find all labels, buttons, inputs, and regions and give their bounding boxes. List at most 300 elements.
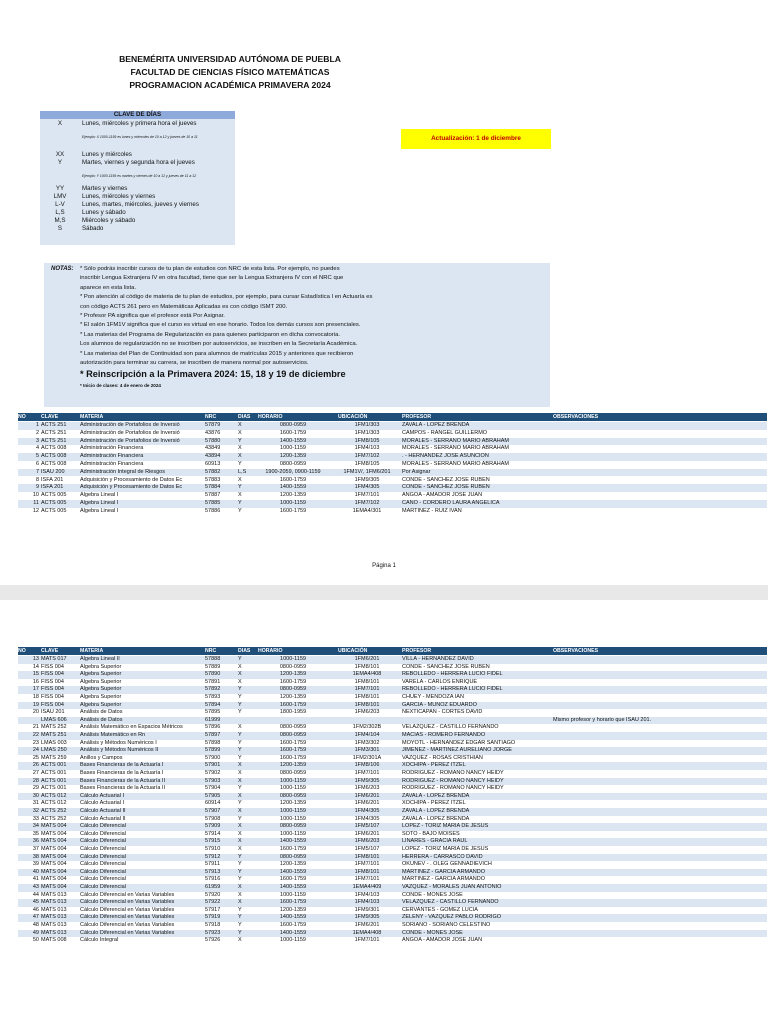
table-row <box>18 907 767 915</box>
col-observaciones: OBSERVACIONES <box>553 414 599 420</box>
row-nrc: 57892 <box>205 686 221 693</box>
note-line: * Las materias del Plan de Continuidad son para alumnos de matrículas 2015 y anteriores que recibieron <box>80 350 354 357</box>
row-ubicacion: 1FM2/302B <box>352 724 382 731</box>
row-nrc: 57915 <box>205 838 221 845</box>
row-horario: 0800-0959 <box>279 686 307 693</box>
table-row <box>18 469 767 477</box>
col-profesor: PROFESOR <box>402 414 432 420</box>
row-materia: Cálculo Diferencial en Varias Variables <box>80 906 175 913</box>
row-no: 32 <box>32 808 39 814</box>
row-profesor: ANGOA - AMADOR JOSE JUAN <box>402 492 483 499</box>
row-clave: ISAU 201 <box>41 709 65 716</box>
row-clave: ISFA 201 <box>41 484 64 491</box>
row-materia: Cálculo Actuarial I <box>80 792 125 799</box>
row-dias: Y <box>238 500 242 506</box>
table-row <box>18 816 767 824</box>
row-ubicacion: 1FM5/107 <box>354 846 380 852</box>
day-code: LMV <box>53 193 67 200</box>
row-dias: Y <box>238 507 242 514</box>
row-ubicacion: 1FM9/305 <box>354 777 380 784</box>
row-nrc: 57883 <box>205 476 221 483</box>
row-nrc: 57896 <box>205 724 221 731</box>
table-row <box>18 846 767 854</box>
row-materia: Adquisición y Procesamiento de Datos Ec <box>80 484 183 491</box>
row-nrc: 57900 <box>205 754 221 761</box>
row-profesor: NEXTICAPAN - CORTES DAVID <box>402 709 483 716</box>
row-profesor: VELAZQUEZ - CASTILLO FERNANDO <box>402 899 499 906</box>
row-dias: X <box>238 770 242 776</box>
note-line: autorización para terminar su carrera, se inscriben de manera normal por autoservicios. <box>80 360 309 367</box>
row-horario: 1400-1559 <box>279 437 307 444</box>
row-no: 46 <box>32 906 39 913</box>
row-ubicacion: 1FM4/305 <box>354 808 380 814</box>
row-ubicacion: 1FM6/201 <box>354 656 380 662</box>
row-horario: 1800-1959 <box>279 709 307 716</box>
col-materia: MATERIA <box>80 648 104 654</box>
table-row <box>18 762 767 770</box>
table-row <box>18 793 767 801</box>
table-row <box>18 800 767 808</box>
row-dias: X <box>238 937 242 944</box>
row-materia: Cálculo Diferencial <box>80 846 126 852</box>
row-nrc: 57918 <box>205 922 221 928</box>
row-materia: Cálculo Diferencial <box>80 830 126 837</box>
row-nrc: 57886 <box>205 507 221 514</box>
row-ubicacion: 1EMA4/408 <box>352 929 382 936</box>
note-line: * El salón 1FM1V significa que el curso es virtual en ese horario. Todos los demás cursos son presenciales. <box>80 322 361 329</box>
row-materia: Álgebra Superior <box>80 671 122 678</box>
row-clave: FISS 004 <box>41 686 64 693</box>
row-ubicacion: 1FM1V/, 1FM6/201 <box>343 468 391 475</box>
row-horario: 1000-1159 <box>280 445 306 452</box>
table-row <box>18 778 767 786</box>
row-nrc: 57885 <box>205 500 221 506</box>
row-clave: ACTS 252 <box>41 808 67 814</box>
row-nrc: 57908 <box>205 815 221 822</box>
table-row <box>18 861 767 869</box>
row-ubicacion: 1FM5/107 <box>354 823 380 830</box>
row-horario: 0800-0959 <box>279 853 307 860</box>
row-ubicacion: 1FM8/101 <box>354 694 380 700</box>
row-materia: Análisis de Datos <box>80 716 123 723</box>
row-horario: 1600-1759 <box>279 476 307 483</box>
row-clave: MATS 013 <box>41 914 67 921</box>
row-nrc: 57907 <box>205 808 221 814</box>
row-ubicacion: 1FM8/101 <box>354 663 380 670</box>
row-nrc: 57904 <box>205 785 221 792</box>
table-row <box>18 438 767 446</box>
row-nrc: 57880 <box>205 437 221 444</box>
row-dias: X <box>238 846 242 852</box>
table-row <box>18 831 767 839</box>
university-title: BENEMÉRITA UNIVERSIDAD AUTÓNOMA DE PUEBLA <box>119 54 341 64</box>
row-nrc: 43876 <box>205 429 221 436</box>
row-horario: 1000-1159 <box>280 656 306 662</box>
row-no: 10 <box>32 492 39 499</box>
row-horario: 1200-1359 <box>279 694 307 700</box>
table-header <box>18 413 767 421</box>
col-no: NO <box>18 648 26 654</box>
row-clave: MATS 004 <box>41 868 67 875</box>
row-profesor: ZAVALA - LOPEZ BRENDA <box>402 808 470 814</box>
row-clave: ACTS 008 <box>41 453 67 460</box>
row-no: 35 <box>32 830 39 837</box>
row-profesor: . - HERNANDEZ JOSE ASUNCION <box>402 453 489 460</box>
day-description: Lunes, miércoles y viernes <box>82 193 156 200</box>
row-horario: 1600-1759 <box>279 739 307 746</box>
row-materia: Adquisición y Procesamiento de Datos Ec <box>80 476 183 483</box>
day-description: Lunes y miércoles <box>82 151 132 158</box>
row-profesor: MOYOTL - HERNANDEZ EDGAR SANTIAGO <box>402 739 516 746</box>
note-line: con código ACTS 261 pero en Matemáticas Aplicadas es con código ISMT 200. <box>80 303 288 310</box>
row-ubicacion: 1FM7/101 <box>354 770 380 776</box>
row-horario: 1200-1359 <box>279 861 307 868</box>
row-nrc: 57912 <box>205 853 221 860</box>
row-materia: Álgebra Superior <box>80 701 122 708</box>
row-dias: X <box>238 884 242 890</box>
row-no: 16 <box>32 678 39 685</box>
row-materia: Administración Financiera <box>80 461 144 467</box>
row-ubicacion: 1FM4/104 <box>354 732 380 738</box>
row-ubicacion: 1FM6/201 <box>354 830 380 837</box>
row-clave: LMAS 606 <box>41 716 67 723</box>
table-row <box>18 808 767 816</box>
row-profesor: ZELENY - VAZQUEZ PABLO RODRIGO <box>402 914 502 921</box>
row-nrc: 57919 <box>205 914 221 921</box>
row-nrc: 57894 <box>205 701 221 708</box>
row-no: 39 <box>32 861 39 868</box>
col-clave: CLAVE <box>41 414 59 420</box>
row-materia: Administración de Portafolios de Inversió <box>80 437 180 444</box>
table-row <box>18 838 767 846</box>
row-no: 23 <box>32 739 39 746</box>
row-materia: Cálculo Diferencial <box>80 884 126 890</box>
row-clave: ACTS 252 <box>41 815 67 822</box>
row-clave: FISS 004 <box>41 671 64 678</box>
row-horario: 1600-1759 <box>279 754 307 761</box>
row-dias: Y <box>238 914 242 921</box>
table-row <box>18 755 767 763</box>
row-ubicacion: 1FM7/102 <box>354 500 380 506</box>
row-profesor: MACIAS - ROMERO FERNANDO <box>402 732 486 738</box>
row-no: 49 <box>32 929 39 936</box>
notes-box <box>44 263 550 407</box>
row-clave: FISS 004 <box>41 663 64 670</box>
row-no: 7 <box>35 468 39 475</box>
page-number: Página 1 <box>372 563 396 569</box>
row-no: 28 <box>32 777 39 784</box>
row-no: 3 <box>35 437 39 444</box>
row-no: 15 <box>32 671 39 678</box>
row-profesor: VAZQUEZ - ROSAS CRISTHIAN <box>402 754 483 761</box>
row-materia: Administración de Portafolios de Inversió <box>80 422 180 428</box>
row-dias: Y <box>238 437 242 444</box>
col-observaciones: OBSERVACIONES <box>553 648 599 654</box>
row-profesor: CONDE - SANCHEZ JOSE RUBEN <box>402 663 490 670</box>
table-row <box>18 876 767 884</box>
note-line: aparece en esta lista. <box>80 284 136 291</box>
row-ubicacion: 1FM1/303 <box>354 422 380 428</box>
row-nrc: 57887 <box>205 492 221 499</box>
row-profesor: CERVANTES - GOMEZ LUCIA <box>402 906 478 913</box>
row-dias: X <box>238 445 242 452</box>
row-nrc: 57890 <box>205 671 221 678</box>
row-dias: X <box>238 891 242 898</box>
row-horario: 1600-1759 <box>279 701 307 708</box>
program-title: PROGRAMACION ACADÉMICA PRIMAVERA 2024 <box>129 80 331 90</box>
row-no: 44 <box>32 891 39 898</box>
row-profesor: Por Asignar <box>402 468 431 475</box>
day-code: M,S <box>54 217 66 224</box>
row-dias: Y <box>238 461 242 467</box>
row-clave: ACTS 005 <box>41 507 67 514</box>
row-ubicacion: 1FM7/101 <box>354 937 380 944</box>
row-dias: X <box>238 724 242 731</box>
row-no: 50 <box>32 937 39 944</box>
note-line: * Las materias del Programa de Regularización es para quienes participaron en dicha convocatoria. <box>80 331 340 338</box>
row-dias: Y <box>238 739 242 746</box>
row-materia: Análisis y Métodos Numéricos II <box>80 747 159 754</box>
row-clave: MATS 004 <box>41 830 67 837</box>
table-row <box>18 892 767 900</box>
row-horario: 1200-1359 <box>279 762 307 769</box>
row-nrc: 57884 <box>205 484 221 491</box>
row-dias: Y <box>238 800 242 807</box>
table-row <box>18 869 767 877</box>
row-materia: Álgebra Superior <box>80 686 122 693</box>
table-row <box>18 453 767 461</box>
col-materia: MATERIA <box>80 414 104 420</box>
row-horario: 1200-1359 <box>279 492 307 499</box>
row-no: 6 <box>35 461 39 467</box>
row-nrc: 57895 <box>205 709 221 716</box>
row-dias: Y <box>238 906 242 913</box>
row-ubicacion: 1FM7/101 <box>354 492 380 499</box>
row-clave: MATS 004 <box>41 853 67 860</box>
row-no: 37 <box>32 846 39 852</box>
row-ubicacion: 1FM8/101 <box>354 701 380 708</box>
row-horario: 1000-1159 <box>280 937 306 944</box>
row-ubicacion: 1FM4/305 <box>354 484 380 491</box>
row-ubicacion: 1FM8/106 <box>354 762 380 769</box>
day-key-box <box>40 111 235 245</box>
row-dias: X <box>238 777 242 784</box>
row-materia: Bases Financieras de la Actuaría II <box>80 777 165 784</box>
row-materia: Cálculo Actuarial I <box>80 800 125 807</box>
row-dias: L,S <box>238 468 247 475</box>
row-clave: MATS 004 <box>41 838 67 845</box>
row-horario: 1600-1759 <box>279 876 307 883</box>
row-no: 14 <box>32 663 39 670</box>
row-nrc: 57913 <box>205 868 221 875</box>
table-row <box>18 884 767 892</box>
row-profesor: ZAVALA - LOPEZ BRENDA <box>402 422 470 428</box>
row-clave: LMAS 250 <box>41 747 67 754</box>
row-nrc: 57922 <box>205 899 221 906</box>
row-dias: X <box>238 830 242 837</box>
row-materia: Cálculo Diferencial <box>80 838 126 845</box>
day-description: Ejemplo: X 1000-1159 es lunes y miércoles de 10 a 12 y jueves de 10 a 11 <box>82 135 198 139</box>
row-profesor: CAMPOS - RANGEL GUILLERMO <box>402 429 488 436</box>
table-row <box>18 445 767 453</box>
row-ubicacion: 1FM2/301A <box>352 754 382 761</box>
row-materia: Álgebra Lineal I <box>80 507 119 514</box>
row-materia: Análisis Matemático en Espacios Métricos <box>80 724 183 731</box>
row-nrc: 57926 <box>205 937 221 944</box>
row-dias: X <box>238 453 242 460</box>
row-horario: 1000-1159 <box>280 815 306 822</box>
row-horario: 1000-1159 <box>280 891 306 898</box>
row-profesor: RODRIGUEZ - ROMANO NANCY HEIDY <box>402 770 504 776</box>
row-profesor: SOTO - BAJO MOISES <box>402 830 460 837</box>
row-ubicacion: 1FM8/105 <box>354 437 380 444</box>
day-code: XX <box>55 151 65 158</box>
col-clave: CLAVE <box>41 648 59 654</box>
row-horario: 0800-0959 <box>279 732 307 738</box>
row-profesor: VAZQUEZ - MORALES JUAN ANTONIO <box>402 884 502 890</box>
row-dias: X <box>238 671 242 678</box>
row-dias: X <box>238 492 242 499</box>
row-dias: X <box>238 476 242 483</box>
note-line: inscribir Lengua Extranjera IV en otra facultad, tiene que ser la Lengua Extranjera IV con el NRC que <box>80 275 344 282</box>
table-row <box>18 656 767 664</box>
row-clave: LMAS 003 <box>41 739 67 746</box>
row-profesor: CHUEY - MENDOZA IAN <box>402 694 464 700</box>
row-materia: Administración Integral de Riesgos <box>80 468 165 475</box>
day-code: L,S <box>55 209 65 216</box>
row-clave: MATS 004 <box>41 846 67 852</box>
row-nrc: 57910 <box>205 846 221 852</box>
row-dias: Y <box>238 484 242 491</box>
row-dias: X <box>238 792 242 799</box>
row-dias: X <box>238 422 242 428</box>
row-no: 47 <box>32 914 39 921</box>
row-no: 31 <box>32 800 39 807</box>
row-ubicacion: 1FM1/303 <box>354 429 380 436</box>
table-row <box>18 702 767 710</box>
note-line: * Sólo podrás inscribir cursos de tu plan de estudios con NRC de esta lista. Por ejemplo, no puedes <box>80 266 340 272</box>
row-clave: MATS 004 <box>41 861 67 868</box>
row-profesor: HERRERA - CARRASCO DAVID <box>402 853 483 860</box>
col-ubicacion: UBICACIÓN <box>338 648 368 654</box>
row-ubicacion: 1FM7/101 <box>354 876 380 883</box>
table-row <box>18 508 767 516</box>
col-profesor: PROFESOR <box>402 648 432 654</box>
row-ubicacion: 1FM6/201 <box>354 922 380 928</box>
row-materia: Álgebra Superior <box>80 694 122 700</box>
row-horario: 1400-1559 <box>279 929 307 936</box>
row-profesor: SORIANO - SORIANO CELESTINO <box>402 922 491 928</box>
row-materia: Álgebra Lineal I <box>80 492 119 499</box>
row-no: 24 <box>32 747 39 754</box>
row-horario: 0800-0959 <box>279 422 307 428</box>
row-nrc: 57902 <box>205 770 221 776</box>
row-nrc: 57899 <box>205 747 221 754</box>
row-clave: MATS 013 <box>41 891 67 898</box>
row-nrc: 57911 <box>205 861 220 868</box>
row-clave: ACTS 251 <box>41 422 67 428</box>
row-horario: 1200-1359 <box>279 671 307 678</box>
row-no: 12 <box>32 507 39 514</box>
row-ubicacion: 1FM4/103 <box>354 445 380 452</box>
row-clave: MATS 251 <box>41 732 67 738</box>
table-row <box>18 732 767 740</box>
row-clave: ACTS 251 <box>41 437 67 444</box>
row-nrc: 57905 <box>205 792 221 799</box>
row-no: 48 <box>32 922 39 928</box>
row-dias: Y <box>238 815 242 822</box>
row-horario: 0800-0959 <box>279 770 307 776</box>
row-nrc: 57882 <box>205 468 221 475</box>
row-clave: ISAU 200 <box>41 468 65 475</box>
row-profesor: VILLA - HERNANDEZ DAVID <box>402 656 474 662</box>
row-materia: Cálculo Diferencial <box>80 861 126 868</box>
row-horario: 1600-1759 <box>279 678 307 685</box>
row-horario: 1400-1559 <box>279 838 307 845</box>
row-profesor: MARTINEZ - RUIZ IVAN <box>402 507 462 514</box>
table-row <box>18 717 767 725</box>
notes-label: NOTAS: <box>51 266 74 272</box>
table-header <box>18 647 767 655</box>
row-no: 18 <box>32 694 39 700</box>
row-horario: 1200-1359 <box>279 800 307 807</box>
row-materia: Álgebra Superior <box>80 678 122 685</box>
table-row <box>18 823 767 831</box>
row-profesor: ZAVALA - LOPEZ BRENDA <box>402 815 470 822</box>
row-profesor: CONDE - SANCHEZ JOSE RUBEN <box>402 476 490 483</box>
row-nrc: 57897 <box>205 732 221 738</box>
row-no: 36 <box>32 838 39 845</box>
row-horario: 0800-0959 <box>279 724 307 731</box>
row-clave: ISFA 201 <box>41 476 64 483</box>
row-materia: Administración Financiera <box>80 445 144 452</box>
row-ubicacion: 1FM9/305 <box>354 476 380 483</box>
row-ubicacion: 1FM9/305 <box>354 914 380 921</box>
row-dias: X <box>238 899 242 906</box>
row-materia: Administración Financiera <box>80 453 144 460</box>
day-description: Lunes, martes, miércoles, jueves y viernes <box>82 201 199 208</box>
row-dias: Y <box>238 853 242 860</box>
table-row <box>18 500 767 508</box>
row-nrc: 57917 <box>205 906 221 913</box>
row-dias: Y <box>238 656 242 662</box>
table-row <box>18 484 767 492</box>
row-horario: 1000-1159 <box>280 808 306 814</box>
table-row <box>18 770 767 778</box>
row-nrc: 43894 <box>205 453 221 460</box>
row-clave: MATS 017 <box>41 656 67 662</box>
row-horario: 1600-1759 <box>279 747 307 754</box>
row-clave: MATS 013 <box>41 899 67 906</box>
row-dias: Y <box>238 701 242 708</box>
row-profesor: JIMENEZ - MARTINEZ AURELIANO JORGE <box>402 747 512 754</box>
col-nrc: NRC <box>205 648 217 654</box>
row-horario: 1600-1759 <box>279 846 307 852</box>
row-materia: Cálculo Diferencial <box>80 853 126 860</box>
row-horario: 1600-1759 <box>279 899 307 906</box>
row-profesor: ZAVALA - LOPEZ BRENDA <box>402 792 470 799</box>
faculty-title: FACULTAD DE CIENCIAS FÍSICO MATEMÁTICAS <box>130 67 330 77</box>
row-dias: Y <box>238 922 242 928</box>
row-no: 45 <box>32 899 39 906</box>
row-ubicacion: 1FM6/203 <box>354 709 380 716</box>
row-no: 20 <box>32 709 39 716</box>
row-profesor: MORALES - SERRANO MARIO ABRAHAM <box>402 445 509 452</box>
row-clave: MATS 013 <box>41 929 67 936</box>
row-ubicacion: 1FM4/103 <box>354 899 380 906</box>
row-clave: MATS 252 <box>41 724 67 731</box>
row-dias: Y <box>238 747 242 754</box>
